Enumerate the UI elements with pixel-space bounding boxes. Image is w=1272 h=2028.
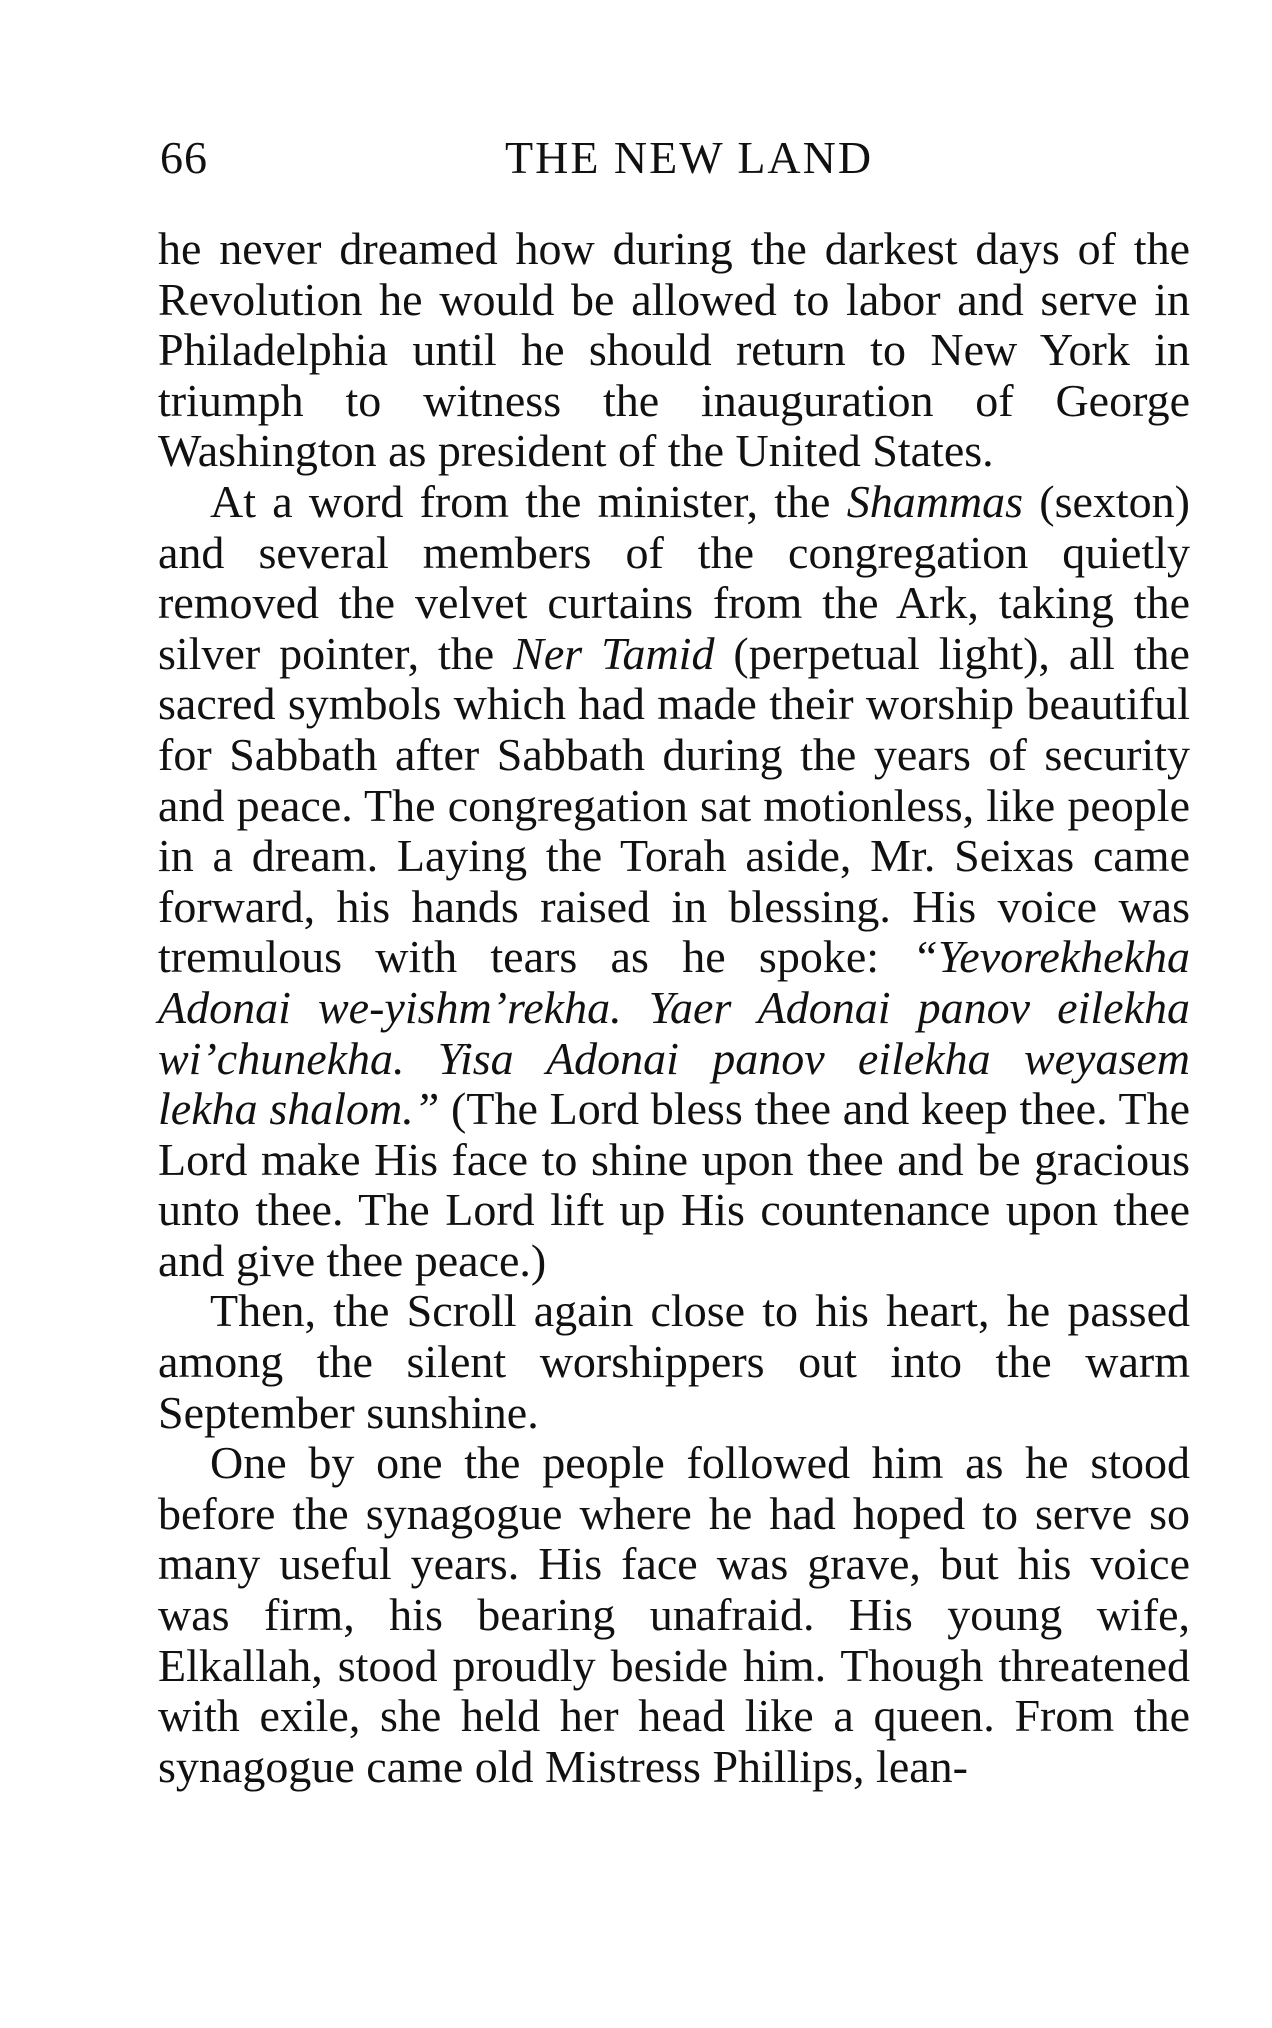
paragraph-continuation: he never dreamed how during the darkest days of the Revolution he would be allowed to labor and serve in Philadelphia until he should return to New York in triumph to witness the inauguration of George Washington as president of the United States. [158, 223, 1190, 477]
body-text [158, 224, 1190, 1792]
text-run: (sexton) and several members of the congregation quietly removed the velvet curtains from the Ark, taking the silver pointer, the [158, 475, 1190, 679]
paragraph-scroll: Then, the Scroll again close to his heart, he passed among the silent worshippers out into the warm September sunshine. [158, 1285, 1190, 1438]
term-shammas: Shammas [846, 475, 1024, 527]
term-ner-tamid: Ner Tamid [513, 627, 715, 679]
hebrew-blessing: “Yevorekhekha Adonai we-yishm’rekha. Yaer Adonai panov eilekha wi’chunekha. Yisa Adonai panov eilekha weyasem lekha shalom.” [158, 931, 1190, 1135]
text-run: (perpetual light), all the sacred symbols which had made their worship beautiful for Sabbath after Sabbath during the years of security and peace. The congregation sat motionless, like people in a dream. Laying the Torah aside, Mr. Seixas came forward, his hands raised in blessing. His voice was tremulous with tears as he spoke: [158, 627, 1190, 983]
paragraph-blessing [158, 477, 1190, 1287]
running-title: THE NEW LAND [505, 132, 874, 183]
text-run: At a word from the minister, the [210, 475, 847, 527]
page-header [160, 128, 1190, 188]
page-number: 66 [160, 132, 208, 183]
text-run: (The Lord bless thee and keep thee. The Lord make His face to shine upon thee and be gracious unto thee. The Lord lift up His countenance upon thee and give thee peace.) [158, 1083, 1190, 1286]
paragraph-people: One by one the people followed him as he stood before the synagogue where he had hoped to serve so many useful years. His face was grave, but his voice was firm, his bearing unafraid. His young wife, Elkallah, stood proudly beside him. Though threatened with exile, she held her head like a queen. From the synagogue came old Mistress Phillips, lean- [158, 1437, 1190, 1792]
